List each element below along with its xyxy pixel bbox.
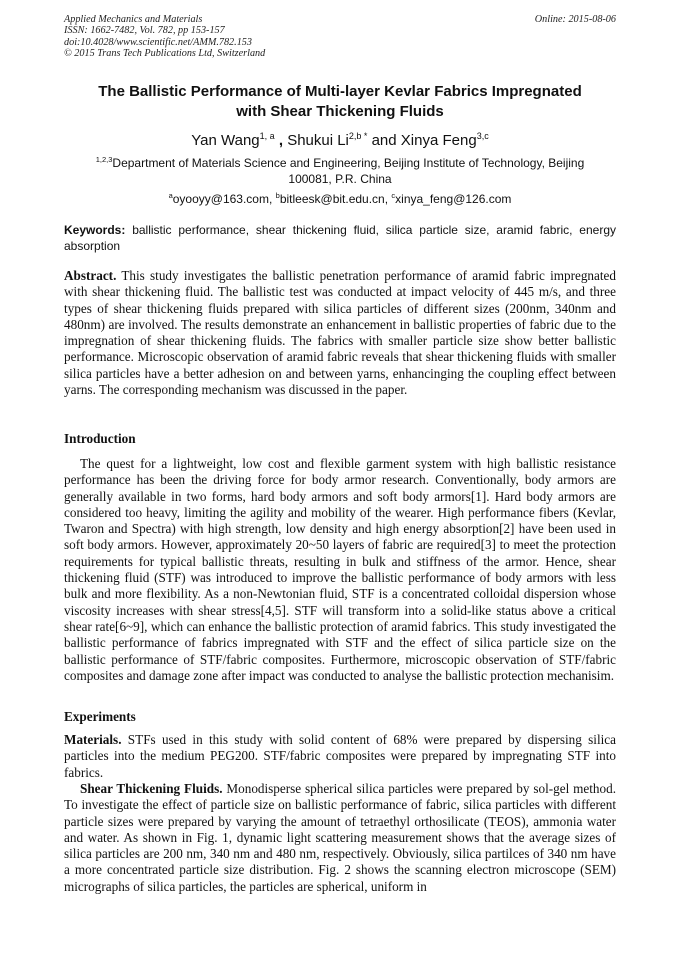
title-line-1: The Ballistic Performance of Multi-layer Kevlar Fabrics Impregnated xyxy=(98,83,582,100)
affiliation-sup: 1,2,3 xyxy=(95,155,113,164)
author-3-affil: 3,c xyxy=(476,131,489,141)
materials-paragraph xyxy=(64,732,616,781)
author-1-name: Yan Wang xyxy=(191,132,260,149)
journal-header xyxy=(64,14,616,60)
journal-doi: doi:10.4028/www.scientific.net/AMM.782.153 xyxy=(64,36,252,48)
keywords xyxy=(64,222,616,254)
journal-copyright: © 2015 Trans Tech Publications Ltd, Switzerland xyxy=(64,48,266,60)
email-a: oyooyy@163.com, xyxy=(172,192,276,206)
author-2-affil: 2,b * xyxy=(348,131,368,141)
abstract xyxy=(64,268,616,398)
materials-label: Materials. xyxy=(64,732,122,747)
email-a-sup: a xyxy=(168,191,173,200)
journal-issn: ISSN: 1662-7482, Vol. 782, pp 153-157 xyxy=(64,25,225,37)
email-b: bitleesk@bit.edu.cn, xyxy=(279,192,392,206)
keywords-label: Keywords: xyxy=(64,223,126,237)
introduction-heading: Introduction xyxy=(64,431,136,446)
affiliation-line-2: 100081, P.R. China xyxy=(288,172,392,186)
journal-name: Applied Mechanics and Materials xyxy=(64,14,203,25)
abstract-label: Abstract. xyxy=(64,268,117,283)
affiliation-line-1: Department of Materials Science and Engineering, Beijing Institute of Technology, Beijing xyxy=(112,156,585,170)
author-emails xyxy=(64,188,616,207)
online-date: Online: 2015-08-06 xyxy=(534,14,616,25)
author-2-name: Shukui Li xyxy=(287,132,349,149)
introduction-paragraph: The quest for a lightweight, low cost and flexible garment system with high ballistic resistance performance has been the driving force for body armor research. Conventionally, body armors are generally available in two forms, hard body armors and soft body armors[1]. Hard body armors are considered too heavy, limiting the agility and mobility of the wearer. High performance fibers (Kevlar, Twaron and Spectra) with high strength, low density and high energy absorption[2] have been used in soft body armors. However, approximately 20~50 layers of fabric are required[3] to meet the protection requirements for typical ballistic threats, resulting in bulk and stiffness of the armor. Hence, shear thickening fluid (STF) was introduced to improve the ballistic performance of body armors with less bulk and more flexibility. As a non-Newtonian fluid, STF is a concentrated colloidal dispersion whose viscosity increases with shear stress[4,5]. STF will transform into a solid-like status above a critical shear rate[6~9], which can enhance the ballistic protection of aramid fabrics. This study investigated the ballistic performance of fabrics impregnated with STF and the effect of silica particle size on the ballistic performance of STF/fabric composites. Furthermore, microscopic observation of STF/fabric composites and damage zone after impact was conducted to analyse the ballistic protection mechanisim. xyxy=(64,456,616,683)
abstract-text: This study investigates the ballistic penetration performance of aramid fabric impregnated with shear thickening fluid. The ballistic test was conducted at impact velocity of 445 m/s, and three types of shear thickening fluids prepared with silica particles of different sizes (200nm, 340nm and 480nm) are involved. The results demonstrate an enhancement in ballistic properties of fabric due to the impregnation of shear thickening fluids. The fabrics with smaller particle size show better ballistic performance. Microscopic observation of aramid fabric reveals that shear thickening fluids with smaller silica particles have a better adhesion on and between yarns, enhancinging the coupling effect between yarns. The corresponding mechanism was discussed in the paper. xyxy=(64,268,616,398)
materials-text: STFs used in this study with solid content of 68% were prepared by dispersing silica particles into the medium PEG200. STF/fabric composites were prepared by impregnating STF into fabrics. xyxy=(64,732,616,780)
author-list xyxy=(64,126,616,151)
author-separator-2: and xyxy=(367,132,401,149)
email-c: xinya_feng@126.com xyxy=(395,192,512,206)
title-line-2: with Shear Thickening Fluids xyxy=(236,103,444,120)
email-b-sup: b xyxy=(275,191,280,200)
author-3-name: Xinya Feng xyxy=(400,132,477,149)
paper-title xyxy=(64,82,616,122)
stf-paragraph xyxy=(64,781,616,895)
experiments-heading: Experiments xyxy=(64,709,136,724)
email-c-sup: c xyxy=(391,191,396,200)
affiliation xyxy=(64,152,616,187)
keywords-text: ballistic performance, shear thickening fluid, silica particle size, aramid fabric, energy absorption xyxy=(64,223,616,253)
stf-label: Shear Thickening Fluids. xyxy=(80,781,223,796)
stf-text: Monodisperse spherical silica particles were prepared by sol-gel method. To investigate the effect of particle size on ballistic performance of fabric, silica particles with different particle sizes were prepared by varying the amount of tetraethyl orthosilicate (TEOS), ammonia water and water. As shown in Fig. 1, dynamic light scattering measurement shows that the average sizes of silica particles are 200 nm, 340 nm and 480 nm, respectively. Obviously, silica partilces of 340 nm have a more concentrated particle size distribution. Fig. 2 shows the scanning electron microscope (SEM) micrographs of silica particles, the particles are spherical, uniform in xyxy=(64,781,617,894)
author-1-affil: 1, a xyxy=(259,131,275,141)
author-separator-1: , xyxy=(274,132,288,149)
